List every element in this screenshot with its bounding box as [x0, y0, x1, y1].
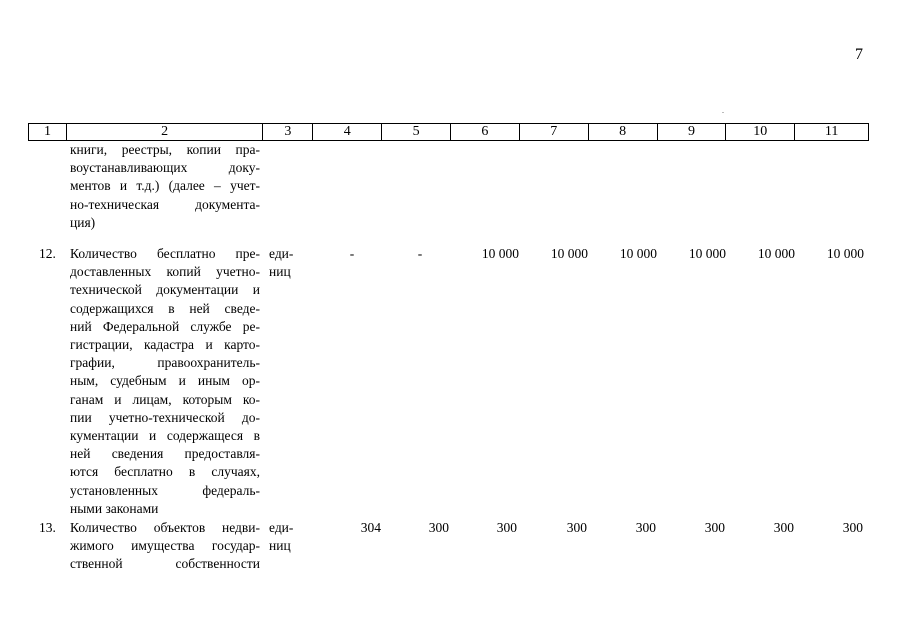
- row-number: 12.: [39, 246, 56, 261]
- text-line: еди-: [269, 520, 294, 535]
- continuation-description: [70, 141, 260, 232]
- text-line: ция): [70, 214, 96, 230]
- row-value-col-7: 10 000: [550, 246, 588, 261]
- header-col-1: 1: [29, 124, 67, 140]
- text-line: кументации и содержащеся в: [70, 428, 260, 444]
- text-line: технической документации и: [70, 282, 260, 298]
- row-value-col-7: 300: [566, 520, 587, 535]
- scan-artifact: [722, 112, 724, 113]
- text-line: установленных федераль-: [70, 482, 260, 498]
- header-col-4: 4: [313, 124, 382, 140]
- text-line: доставленных копий учетно-: [70, 264, 260, 280]
- text-line: ганам и лицам, которым ко-: [70, 391, 260, 407]
- row-value-col-9: 10 000: [688, 246, 726, 261]
- row-unit: [269, 245, 293, 281]
- row-value-col-5: 300: [428, 520, 449, 535]
- text-line: ственной собственности: [70, 556, 260, 572]
- row-value-col-10: 10 000: [757, 246, 795, 261]
- text-line: Количество объектов недви-: [70, 520, 260, 535]
- text-line: ются бесплатно в случаях,: [70, 464, 260, 480]
- header-col-8: 8: [589, 124, 658, 140]
- text-line: жимого имущества государ-: [70, 538, 260, 554]
- header-col-7: 7: [520, 124, 589, 140]
- text-line: ментов и т.д.) (далее – учет-: [70, 178, 260, 194]
- row-description: [70, 245, 260, 518]
- text-line: содержащихся в ней сведе-: [70, 300, 260, 316]
- text-line: но-техническая документа-: [70, 196, 260, 212]
- text-line: воустанавливающих доку-: [70, 160, 260, 176]
- row-value-col-11: 10 000: [826, 246, 864, 261]
- row-number: 13.: [39, 520, 56, 535]
- row-unit: [269, 519, 293, 555]
- header-col-10: 10: [726, 124, 795, 140]
- text-line: ниц: [269, 538, 291, 553]
- row-value-col-6: 300: [496, 520, 517, 535]
- row-value-col-8: 10 000: [619, 246, 657, 261]
- row-value-col-9: 300: [704, 520, 725, 535]
- text-line: ными законами: [70, 500, 159, 516]
- text-line: Количество бесплатно пре-: [70, 246, 260, 261]
- text-line: книги, реестры, копии пра-: [70, 142, 260, 157]
- row-value-col-5: -: [417, 246, 423, 261]
- header-col-2: 2: [67, 124, 264, 140]
- row-value-col-6: 10 000: [481, 246, 519, 261]
- text-line: пии учетно-технической до-: [70, 409, 260, 425]
- text-line: ниц: [269, 264, 291, 279]
- page-number: 7: [855, 46, 863, 63]
- header-col-11: 11: [824, 124, 839, 139]
- text-line: ний Федеральной службе ре-: [70, 318, 260, 334]
- text-line: графии, правоохранитель-: [70, 355, 260, 371]
- header-col-6: 6: [451, 124, 520, 140]
- text-line: гистрации, кадастра и карто-: [70, 337, 260, 353]
- row-value-col-10: 300: [773, 520, 794, 535]
- header-col-3: 3: [263, 124, 313, 140]
- text-line: ным, судебным и иным ор-: [70, 373, 260, 389]
- text-line: еди-: [269, 246, 294, 261]
- row-description: [70, 519, 260, 574]
- row-value-col-11: 300: [842, 520, 863, 535]
- row-value-col-4: -: [349, 246, 355, 261]
- table-header-row: [28, 123, 869, 141]
- row-value-col-8: 300: [635, 520, 656, 535]
- header-col-9: 9: [658, 124, 727, 140]
- text-line: ней сведения предоставля-: [70, 446, 260, 462]
- row-value-col-4: 304: [360, 520, 381, 535]
- header-col-5: 5: [382, 124, 451, 140]
